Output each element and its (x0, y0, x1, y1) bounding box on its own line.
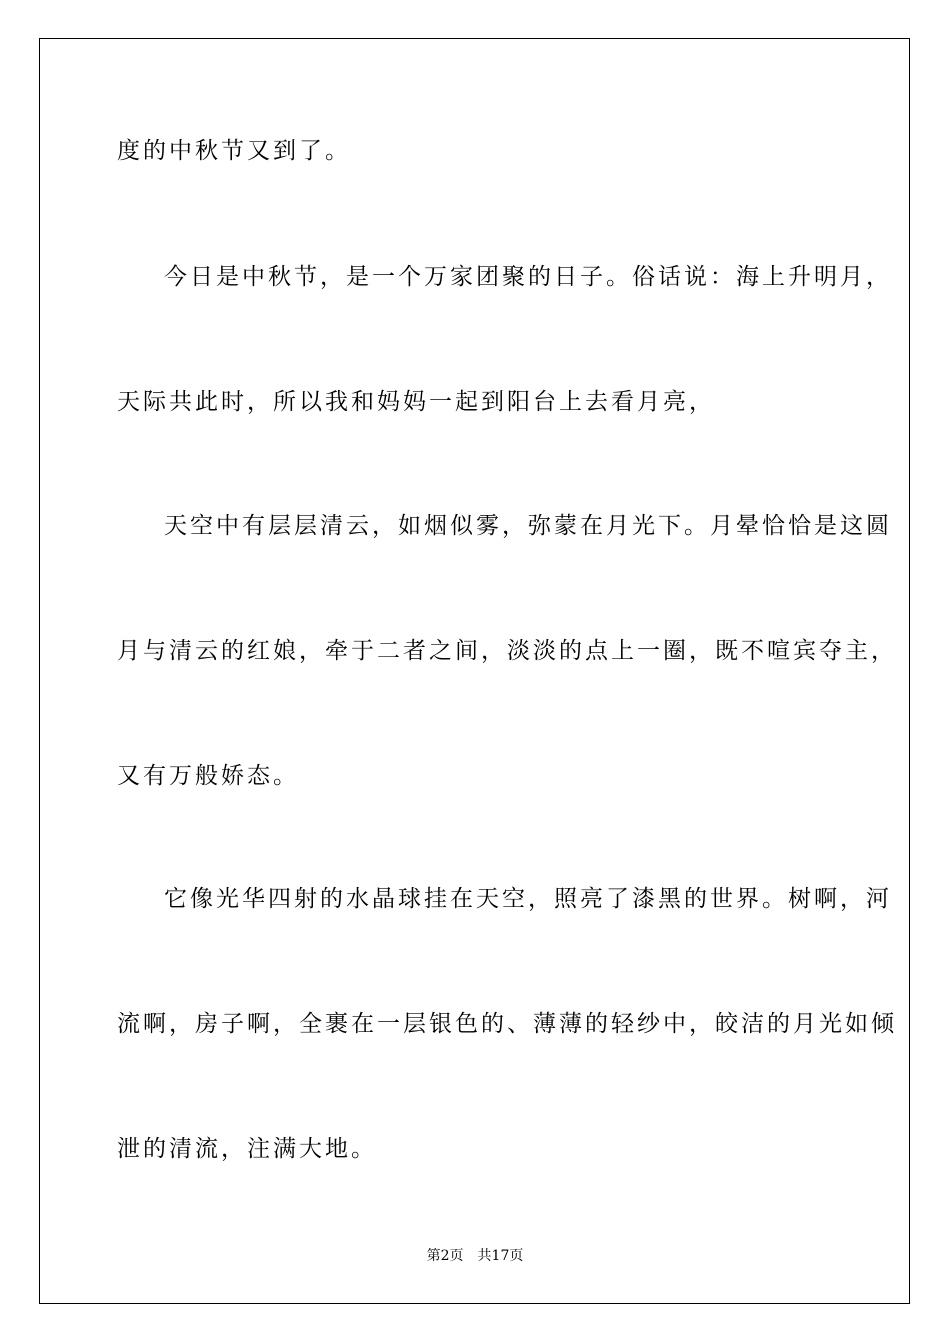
paragraph-line-6: 又有万般娇态。 (117, 763, 299, 789)
paragraph-line-3: 天际共此时，所以我和妈妈一起到阳台上去看月亮， (117, 389, 715, 415)
paragraph-line-9: 泄的清流，注满大地。 (117, 1136, 377, 1162)
paragraph-line-7: 它像光华四射的水晶球挂在天空，照亮了漆黑的世界。树啊，河 (164, 886, 892, 912)
paragraph-line-5: 月与清云的红娘，牵于二者之间，淡淡的点上一圈，既不喧宾夺主， (117, 638, 897, 664)
paragraph-line-2: 今日是中秋节，是一个万家团聚的日子。俗话说：海上升明月， (164, 264, 892, 290)
page-border (39, 38, 910, 1304)
page-footer (0, 1247, 950, 1265)
paragraph-line-8: 流啊，房子啊，全裹在一层银色的、薄薄的轻纱中，皎洁的月光如倾 (117, 1011, 897, 1037)
total-pages: 共17页 (477, 1248, 524, 1264)
page-number: 第2页 (426, 1248, 464, 1264)
paragraph-line-4: 天空中有层层清云，如烟似雾，弥蒙在月光下。月晕恰恰是这圆 (164, 513, 892, 539)
paragraph-line-1: 度的中秋节又到了。 (117, 138, 351, 164)
